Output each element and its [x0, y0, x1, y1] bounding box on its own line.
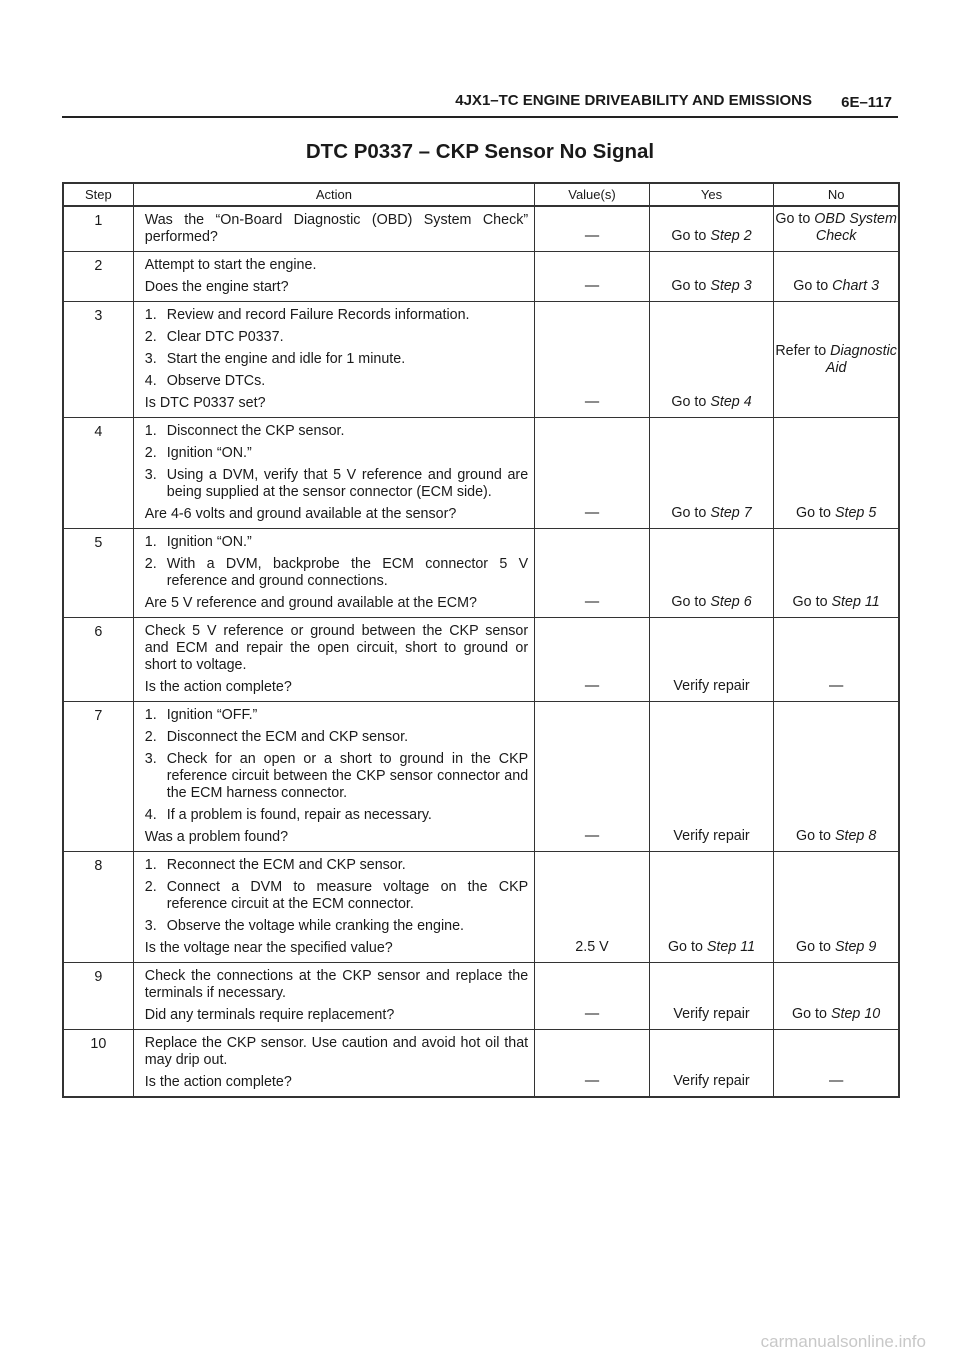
- list-text: Clear DTC P0337.: [166, 329, 284, 345]
- action-cell: [133, 963, 534, 1030]
- no-outcome-cell: [774, 302, 899, 418]
- list-text: Disconnect the CKP sensor.: [166, 423, 345, 439]
- list-number: 2.: [144, 879, 157, 895]
- list-text: Observe the voltage while cranking the engine.: [166, 918, 464, 934]
- yes-step-reference: Step 6: [710, 594, 752, 610]
- no-outcome-text: Go to: [795, 828, 835, 844]
- step-number: 9: [63, 963, 133, 1030]
- action-cell: [133, 618, 534, 702]
- action-cell: [133, 702, 534, 852]
- table-row: [63, 252, 899, 302]
- yes-outcome-text: Go to: [671, 594, 711, 610]
- list-number: 3.: [144, 467, 157, 483]
- watermark: carmanualsonline.info: [760, 1332, 926, 1351]
- value-cell: —: [535, 702, 650, 852]
- no-outcome-cell: [774, 252, 899, 302]
- action-text: Replace the CKP sensor. Use caution and avoid hot oil that may drip out.: [144, 1035, 529, 1068]
- list-text: If a problem is found, repair as necessary.: [166, 807, 432, 823]
- list-text: Ignition “OFF.”: [166, 707, 258, 723]
- action-text: Is the action complete?: [144, 679, 292, 695]
- list-number: 1.: [144, 707, 157, 723]
- step-number: 10: [63, 1030, 133, 1098]
- list-number: 1.: [144, 423, 157, 439]
- value-cell: —: [535, 618, 650, 702]
- action-list-item: [145, 307, 528, 324]
- list-text: Connect a DVM to measure voltage on the CKP reference circuit at the ECM connector.: [166, 879, 529, 912]
- table-row: [63, 702, 899, 852]
- action-text: Is the action complete?: [144, 1074, 292, 1090]
- no-outcome-text: —: [828, 678, 844, 694]
- action-text: Did any terminals require replacement?: [144, 1007, 395, 1023]
- no-outcome-cell: [774, 963, 899, 1030]
- action-list-item: [145, 918, 528, 935]
- table-body: [63, 206, 899, 1097]
- list-number: 1.: [144, 534, 157, 550]
- yes-step-reference: Step 7: [710, 505, 752, 521]
- action-cell: [133, 529, 534, 618]
- step-number: 5: [63, 529, 133, 618]
- yes-outcome-cell: [649, 206, 774, 252]
- list-text: Reconnect the ECM and CKP sensor.: [166, 857, 406, 873]
- no-step-reference: Chart 3: [832, 278, 880, 294]
- col-action-header: Action: [133, 183, 534, 206]
- list-number: 2.: [144, 556, 157, 572]
- col-step-header: Step: [63, 183, 133, 206]
- step-number: 7: [63, 702, 133, 852]
- yes-outcome-text: Go to: [671, 228, 711, 244]
- action-list-item: [145, 707, 528, 724]
- value-cell: —: [535, 418, 650, 529]
- yes-outcome-cell: [649, 252, 774, 302]
- step-number: 1: [63, 206, 133, 252]
- col-no-header: No: [774, 183, 899, 206]
- no-outcome-text: —: [828, 1073, 844, 1089]
- yes-outcome-text: Verify repair: [673, 678, 750, 694]
- action-list-item: [145, 879, 528, 913]
- list-text: With a DVM, backprobe the ECM connector 5 V reference and ground connections.: [166, 556, 529, 589]
- no-outcome-cell: [774, 418, 899, 529]
- list-number: 2.: [144, 445, 157, 461]
- no-step-reference: Step 9: [834, 939, 877, 955]
- no-outcome-cell: [774, 206, 899, 252]
- yes-outcome-text: Verify repair: [673, 1006, 750, 1022]
- no-outcome-text: Go to: [775, 211, 815, 227]
- no-outcome-cell: [774, 618, 899, 702]
- table-row: [63, 1030, 899, 1098]
- yes-outcome-cell: [649, 963, 774, 1030]
- section-title: 4JX1–TC ENGINE DRIVEABILITY AND EMISSIONS: [455, 92, 812, 109]
- list-text: Start the engine and idle for 1 minute.: [166, 351, 406, 367]
- yes-outcome-text: Go to: [671, 505, 711, 521]
- step-number: 8: [63, 852, 133, 963]
- action-cell: [133, 418, 534, 529]
- action-cell: [133, 302, 534, 418]
- yes-outcome-cell: [649, 302, 774, 418]
- list-text: Review and record Failure Records information.: [166, 307, 470, 323]
- yes-step-reference: Step 11: [706, 939, 756, 955]
- yes-outcome-text: Go to: [667, 939, 707, 955]
- table-row: [63, 529, 899, 618]
- yes-step-reference: Step 4: [710, 394, 752, 410]
- page-number: 6E–117: [841, 94, 892, 111]
- action-text: Does the engine start?: [144, 279, 289, 295]
- value-cell: —: [535, 1030, 650, 1098]
- no-outcome-cell: [774, 529, 899, 618]
- action-list-item: [145, 467, 528, 501]
- value-cell: —: [535, 529, 650, 618]
- value-cell: 2.5 V: [535, 852, 650, 963]
- list-number: 3.: [144, 351, 157, 367]
- step-number: 3: [63, 302, 133, 418]
- action-cell: [133, 1030, 534, 1098]
- yes-outcome-cell: [649, 618, 774, 702]
- no-outcome-cell: [774, 1030, 899, 1098]
- no-step-reference: Step 11: [831, 594, 880, 610]
- action-list-item: [145, 373, 528, 390]
- list-text: Check for an open or a short to ground in the CKP reference circuit between the CKP sensor connector and the ECM harness connector.: [166, 751, 529, 801]
- no-step-reference: Step 10: [830, 1006, 881, 1022]
- action-text: Are 5 V reference and ground available at the ECM?: [144, 595, 477, 611]
- action-text: Attempt to start the engine.: [144, 257, 317, 273]
- list-number: 3.: [144, 751, 157, 767]
- diagnostic-table: [62, 182, 900, 1098]
- page-title: DTC P0337 – CKP Sensor No Signal: [305, 140, 655, 163]
- no-outcome-text: Go to: [792, 594, 832, 610]
- step-number: 2: [63, 252, 133, 302]
- col-values-header: Value(s): [535, 183, 650, 206]
- no-step-reference: OBD System Check: [814, 211, 897, 244]
- yes-outcome-cell: [649, 529, 774, 618]
- no-outcome-text: Go to: [793, 278, 833, 294]
- action-list-item: [145, 445, 528, 462]
- value-cell: —: [535, 963, 650, 1030]
- action-cell: [133, 252, 534, 302]
- step-number: 6: [63, 618, 133, 702]
- col-yes-header: Yes: [649, 183, 774, 206]
- list-text: Ignition “ON.”: [166, 534, 252, 550]
- action-text: Is DTC P0337 set?: [144, 395, 266, 411]
- no-outcome-text: Go to: [795, 505, 835, 521]
- yes-outcome-text: Verify repair: [673, 1073, 750, 1089]
- table-header-row: [63, 183, 899, 206]
- table-row: [63, 963, 899, 1030]
- list-number: 2.: [144, 729, 157, 745]
- page-header: [62, 88, 898, 118]
- action-list-item: [145, 329, 528, 346]
- no-step-reference: Step 5: [834, 505, 877, 521]
- list-text: Disconnect the ECM and CKP sensor.: [166, 729, 409, 745]
- action-list-item: [145, 423, 528, 440]
- list-number: 1.: [144, 307, 157, 323]
- yes-outcome-cell: [649, 702, 774, 852]
- table-row: [63, 302, 899, 418]
- table-row: [63, 852, 899, 963]
- action-list-item: [145, 351, 528, 368]
- list-text: Ignition “ON.”: [166, 445, 252, 461]
- yes-outcome-text: Go to: [671, 394, 711, 410]
- action-text: Is the voltage near the specified value?: [144, 940, 393, 956]
- no-outcome-text: Refer to: [775, 342, 831, 359]
- table-row: [63, 618, 899, 702]
- action-text: Was the “On-Board Diagnostic (OBD) System Check” performed?: [144, 212, 529, 245]
- yes-outcome-cell: [649, 852, 774, 963]
- action-list-item: [145, 729, 528, 746]
- list-number: 4.: [144, 807, 157, 823]
- no-outcome-cell: [774, 852, 899, 963]
- action-text: Was a problem found?: [144, 829, 289, 845]
- list-text: Observe DTCs.: [166, 373, 266, 389]
- action-text: Check 5 V reference or ground between the CKP sensor and ECM and repair the open circuit, short to ground or short to voltage.: [144, 623, 529, 673]
- table-row: [63, 418, 899, 529]
- no-step-reference: Step 8: [834, 828, 877, 844]
- list-text: Using a DVM, verify that 5 V reference and ground are being supplied at the sensor connector (ECM side).: [166, 467, 529, 500]
- list-number: 2.: [144, 329, 157, 345]
- yes-outcome-text: Go to: [671, 278, 711, 294]
- action-list-item: [145, 534, 528, 551]
- list-number: 1.: [144, 857, 157, 873]
- yes-outcome-text: Verify repair: [673, 828, 750, 844]
- list-number: 3.: [144, 918, 157, 934]
- no-step-reference: Diagnostic Aid: [825, 342, 897, 376]
- value-cell: —: [535, 252, 650, 302]
- yes-outcome-cell: [649, 418, 774, 529]
- action-cell: [133, 206, 534, 252]
- action-list-item: [145, 807, 528, 824]
- no-outcome-text: Go to: [795, 939, 835, 955]
- table-row: [63, 206, 899, 252]
- no-outcome-cell: [774, 702, 899, 852]
- yes-step-reference: Step 3: [710, 278, 752, 294]
- action-list-item: [145, 556, 528, 590]
- action-cell: [133, 852, 534, 963]
- value-cell: —: [535, 206, 650, 252]
- action-text: Are 4-6 volts and ground available at the sensor?: [144, 506, 457, 522]
- action-text: Check the connections at the CKP sensor and replace the terminals if necessary.: [144, 968, 529, 1001]
- yes-outcome-cell: [649, 1030, 774, 1098]
- action-list-item: [145, 751, 528, 802]
- action-list-item: [145, 857, 528, 874]
- list-number: 4.: [144, 373, 157, 389]
- step-number: 4: [63, 418, 133, 529]
- yes-step-reference: Step 2: [710, 228, 752, 244]
- value-cell: —: [535, 302, 650, 418]
- no-outcome-text: Go to: [792, 1006, 831, 1022]
